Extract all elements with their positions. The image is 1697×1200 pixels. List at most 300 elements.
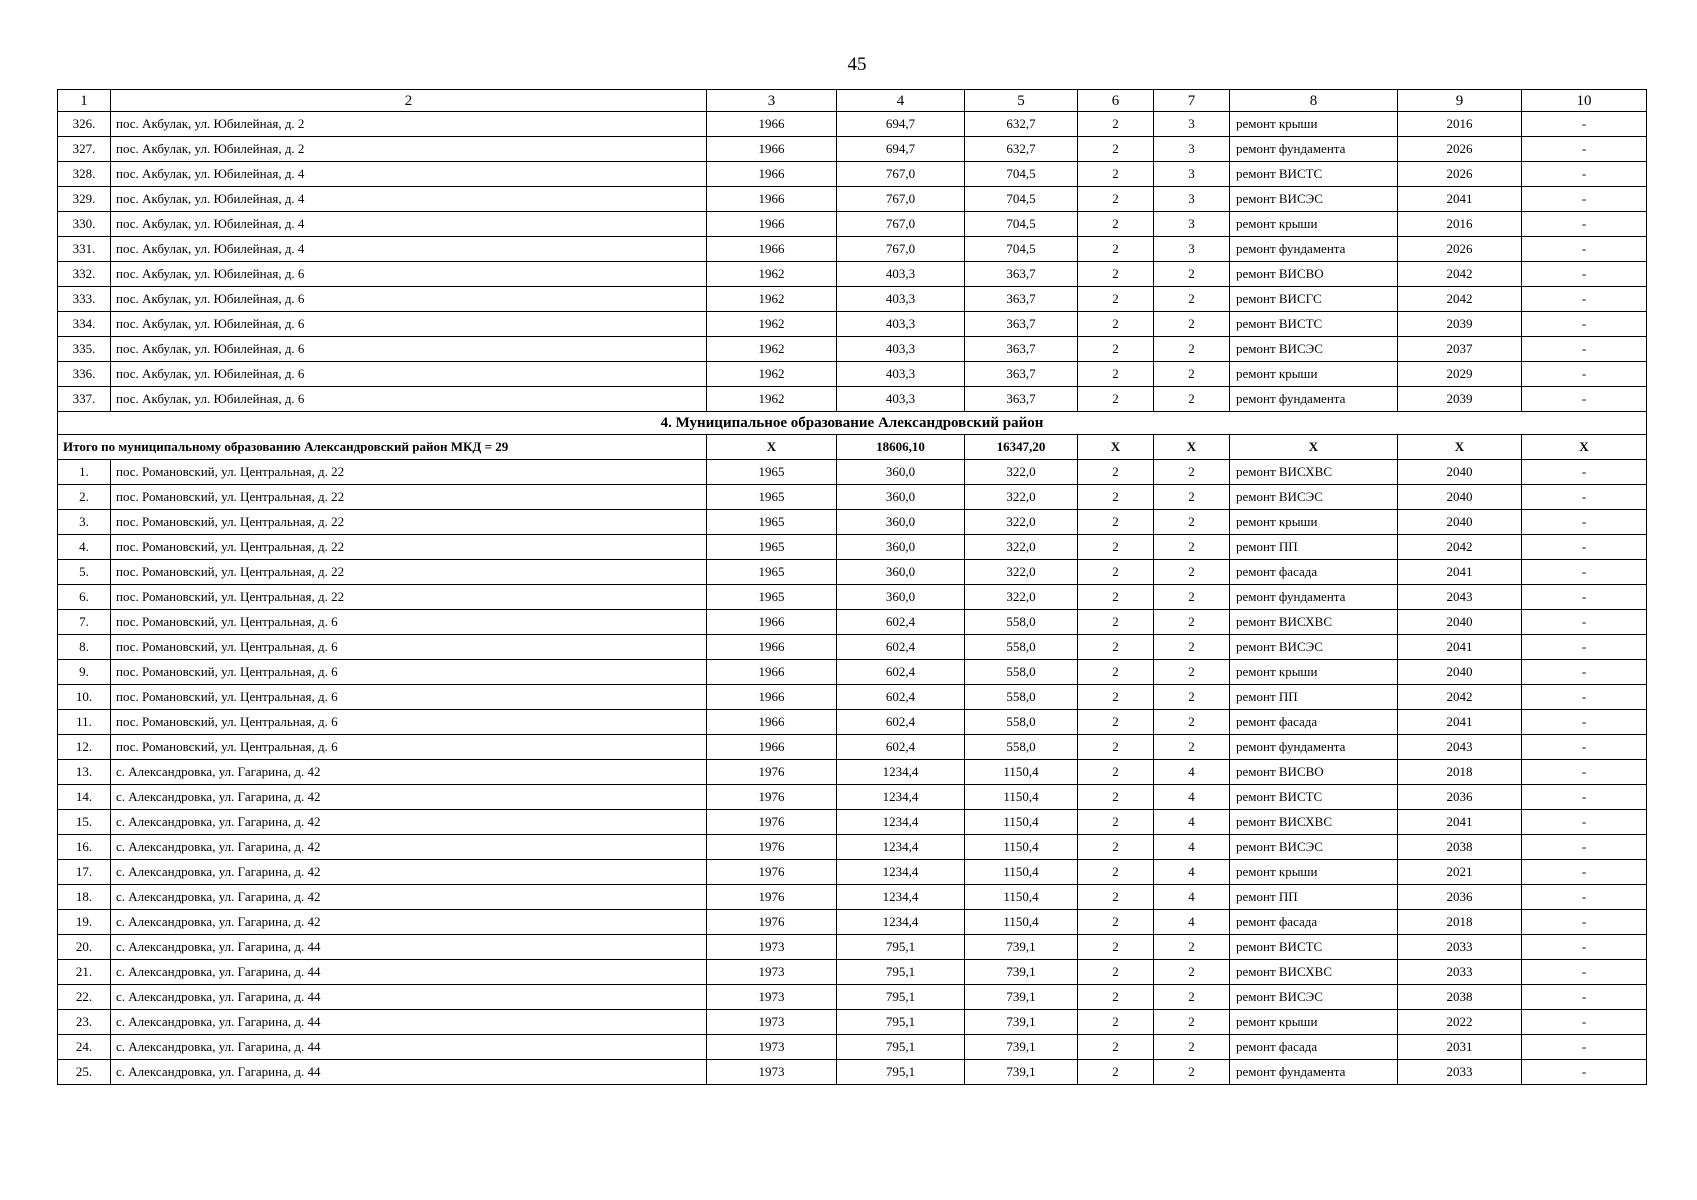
note-cell: - <box>1522 635 1647 660</box>
build-year-cell: 1976 <box>707 860 837 885</box>
total-area-cell: 1234,4 <box>837 835 965 860</box>
table-row <box>58 510 1647 535</box>
entrances-cell: 3 <box>1154 187 1230 212</box>
row-number-cell: 8. <box>58 635 111 660</box>
total-area-cell: 403,3 <box>837 387 965 412</box>
table-row <box>58 660 1647 685</box>
floors-cell: 2 <box>1078 112 1154 137</box>
plan-year-cell: 2038 <box>1398 835 1522 860</box>
living-area-cell: 363,7 <box>965 362 1078 387</box>
address-cell: пос. Романовский, ул. Центральная, д. 22 <box>111 535 707 560</box>
address-cell: с. Александровка, ул. Гагарина, д. 44 <box>111 935 707 960</box>
build-year-cell: 1962 <box>707 387 837 412</box>
build-year-cell: 1966 <box>707 212 837 237</box>
table-row <box>58 585 1647 610</box>
row-number-cell: 331. <box>58 237 111 262</box>
table-row <box>58 810 1647 835</box>
build-year-cell: 1965 <box>707 535 837 560</box>
table-row <box>58 262 1647 287</box>
table-row <box>58 910 1647 935</box>
entrances-cell: 2 <box>1154 735 1230 760</box>
total-area-cell: 602,4 <box>837 685 965 710</box>
column-header: 9 <box>1398 90 1522 112</box>
table-row <box>58 785 1647 810</box>
work-type-cell: ремонт фундамента <box>1230 585 1398 610</box>
address-cell: пос. Акбулак, ул. Юбилейная, д. 6 <box>111 262 707 287</box>
work-type-cell: ремонт крыши <box>1230 1010 1398 1035</box>
row-number-cell: 329. <box>58 187 111 212</box>
address-cell: с. Александровка, ул. Гагарина, д. 44 <box>111 960 707 985</box>
address-cell: пос. Акбулак, ул. Юбилейная, д. 6 <box>111 287 707 312</box>
living-area-cell: 704,5 <box>965 212 1078 237</box>
plan-year-cell: 2043 <box>1398 585 1522 610</box>
build-year-cell: 1976 <box>707 835 837 860</box>
note-cell: - <box>1522 610 1647 635</box>
address-cell: пос. Романовский, ул. Центральная, д. 6 <box>111 660 707 685</box>
living-area-cell: 322,0 <box>965 560 1078 585</box>
table-row <box>58 835 1647 860</box>
floors-cell: 2 <box>1078 935 1154 960</box>
address-cell: пос. Романовский, ул. Центральная, д. 22 <box>111 585 707 610</box>
plan-year-cell: 2026 <box>1398 137 1522 162</box>
table-row <box>58 710 1647 735</box>
living-area-cell: 1150,4 <box>965 860 1078 885</box>
row-number-cell: 333. <box>58 287 111 312</box>
plan-year-cell: 2033 <box>1398 935 1522 960</box>
floors-cell: 2 <box>1078 860 1154 885</box>
note-cell: - <box>1522 985 1647 1010</box>
table-row <box>58 760 1647 785</box>
entrances-cell: 2 <box>1154 960 1230 985</box>
work-type-cell: ремонт ПП <box>1230 885 1398 910</box>
entrances-cell: 2 <box>1154 560 1230 585</box>
row-number-cell: 21. <box>58 960 111 985</box>
living-area-cell: 704,5 <box>965 162 1078 187</box>
living-area-cell: 704,5 <box>965 237 1078 262</box>
living-area-cell: 1150,4 <box>965 885 1078 910</box>
row-number-cell: 11. <box>58 710 111 735</box>
plan-year-cell: 2026 <box>1398 162 1522 187</box>
floors-cell: 2 <box>1078 885 1154 910</box>
table-row <box>58 460 1647 485</box>
build-year-cell: 1962 <box>707 362 837 387</box>
living-area-cell: 632,7 <box>965 112 1078 137</box>
total-row <box>58 435 1647 460</box>
entrances-cell: 2 <box>1154 262 1230 287</box>
total-label: Итого по муниципальному образованию Александровский район МКД = 29 <box>58 435 707 460</box>
entrances-cell: 2 <box>1154 287 1230 312</box>
plan-year-cell: 2038 <box>1398 985 1522 1010</box>
work-type-cell: ремонт крыши <box>1230 112 1398 137</box>
floors-cell: 2 <box>1078 685 1154 710</box>
table-row <box>58 362 1647 387</box>
total-area-cell: 795,1 <box>837 935 965 960</box>
build-year-cell: 1965 <box>707 460 837 485</box>
row-number-cell: 4. <box>58 535 111 560</box>
table-row <box>58 187 1647 212</box>
total-area-cell: 694,7 <box>837 137 965 162</box>
row-number-cell: 24. <box>58 1035 111 1060</box>
row-number-cell: 337. <box>58 387 111 412</box>
address-cell: с. Александровка, ул. Гагарина, д. 42 <box>111 910 707 935</box>
entrances-cell: 2 <box>1154 660 1230 685</box>
total-cell: Х <box>1230 435 1398 460</box>
note-cell: - <box>1522 312 1647 337</box>
living-area-cell: 739,1 <box>965 935 1078 960</box>
floors-cell: 2 <box>1078 810 1154 835</box>
build-year-cell: 1966 <box>707 187 837 212</box>
table-row <box>58 337 1647 362</box>
plan-year-cell: 2041 <box>1398 710 1522 735</box>
note-cell: - <box>1522 1010 1647 1035</box>
work-type-cell: ремонт ВИСХВС <box>1230 960 1398 985</box>
plan-year-cell: 2040 <box>1398 485 1522 510</box>
entrances-cell: 2 <box>1154 1035 1230 1060</box>
total-area-cell: 602,4 <box>837 735 965 760</box>
row-number-cell: 327. <box>58 137 111 162</box>
floors-cell: 2 <box>1078 485 1154 510</box>
work-type-cell: ремонт ВИСХВС <box>1230 460 1398 485</box>
address-cell: с. Александровка, ул. Гагарина, д. 44 <box>111 985 707 1010</box>
plan-year-cell: 2041 <box>1398 635 1522 660</box>
row-number-cell: 18. <box>58 885 111 910</box>
table-row <box>58 635 1647 660</box>
living-area-cell: 363,7 <box>965 262 1078 287</box>
entrances-cell: 2 <box>1154 1060 1230 1085</box>
table-row <box>58 387 1647 412</box>
note-cell: - <box>1522 760 1647 785</box>
plan-year-cell: 2026 <box>1398 237 1522 262</box>
row-number-cell: 2. <box>58 485 111 510</box>
row-number-cell: 336. <box>58 362 111 387</box>
table-row <box>58 860 1647 885</box>
living-area-cell: 739,1 <box>965 1035 1078 1060</box>
floors-cell: 2 <box>1078 187 1154 212</box>
total-area-cell: 795,1 <box>837 985 965 1010</box>
total-area-cell: 360,0 <box>837 535 965 560</box>
table-row <box>58 162 1647 187</box>
work-type-cell: ремонт фасада <box>1230 710 1398 735</box>
living-area-cell: 558,0 <box>965 685 1078 710</box>
plan-year-cell: 2016 <box>1398 212 1522 237</box>
section-title-row <box>58 412 1647 435</box>
note-cell: - <box>1522 212 1647 237</box>
table-row <box>58 960 1647 985</box>
plan-year-cell: 2022 <box>1398 1010 1522 1035</box>
entrances-cell: 2 <box>1154 535 1230 560</box>
plan-year-cell: 2043 <box>1398 735 1522 760</box>
entrances-cell: 4 <box>1154 760 1230 785</box>
note-cell: - <box>1522 685 1647 710</box>
total-area-cell: 602,4 <box>837 610 965 635</box>
total-cell: Х <box>1398 435 1522 460</box>
table-row <box>58 560 1647 585</box>
living-area-cell: 739,1 <box>965 1010 1078 1035</box>
total-area-cell: 1234,4 <box>837 885 965 910</box>
row-number-cell: 1. <box>58 460 111 485</box>
entrances-cell: 3 <box>1154 137 1230 162</box>
total-cell: 16347,20 <box>965 435 1078 460</box>
column-header: 10 <box>1522 90 1647 112</box>
entrances-cell: 2 <box>1154 935 1230 960</box>
floors-cell: 2 <box>1078 460 1154 485</box>
living-area-cell: 363,7 <box>965 287 1078 312</box>
total-area-cell: 1234,4 <box>837 860 965 885</box>
total-area-cell: 1234,4 <box>837 760 965 785</box>
floors-cell: 2 <box>1078 237 1154 262</box>
address-cell: пос. Акбулак, ул. Юбилейная, д. 6 <box>111 337 707 362</box>
row-number-cell: 20. <box>58 935 111 960</box>
address-cell: с. Александровка, ул. Гагарина, д. 42 <box>111 785 707 810</box>
address-cell: пос. Романовский, ул. Центральная, д. 22 <box>111 485 707 510</box>
work-type-cell: ремонт ВИСТС <box>1230 162 1398 187</box>
work-type-cell: ремонт крыши <box>1230 510 1398 535</box>
build-year-cell: 1966 <box>707 735 837 760</box>
plan-year-cell: 2042 <box>1398 535 1522 560</box>
row-number-cell: 17. <box>58 860 111 885</box>
floors-cell: 2 <box>1078 510 1154 535</box>
floors-cell: 2 <box>1078 785 1154 810</box>
work-type-cell: ремонт фундамента <box>1230 237 1398 262</box>
living-area-cell: 1150,4 <box>965 810 1078 835</box>
floors-cell: 2 <box>1078 387 1154 412</box>
floors-cell: 2 <box>1078 835 1154 860</box>
work-type-cell: ремонт ПП <box>1230 535 1398 560</box>
entrances-cell: 4 <box>1154 910 1230 935</box>
table-row <box>58 287 1647 312</box>
rows-before-section <box>58 112 1647 412</box>
living-area-cell: 558,0 <box>965 735 1078 760</box>
plan-year-cell: 2042 <box>1398 262 1522 287</box>
page-number: 45 <box>847 54 867 75</box>
entrances-cell: 3 <box>1154 112 1230 137</box>
floors-cell: 2 <box>1078 362 1154 387</box>
row-number-cell: 13. <box>58 760 111 785</box>
address-cell: с. Александровка, ул. Гагарина, д. 42 <box>111 810 707 835</box>
column-header: 2 <box>111 90 707 112</box>
build-year-cell: 1973 <box>707 935 837 960</box>
total-area-cell: 403,3 <box>837 362 965 387</box>
build-year-cell: 1962 <box>707 337 837 362</box>
living-area-cell: 363,7 <box>965 337 1078 362</box>
total-area-cell: 767,0 <box>837 187 965 212</box>
address-cell: пос. Акбулак, ул. Юбилейная, д. 4 <box>111 212 707 237</box>
floors-cell: 2 <box>1078 585 1154 610</box>
entrances-cell: 3 <box>1154 162 1230 187</box>
work-type-cell: ремонт ВИСЭС <box>1230 485 1398 510</box>
entrances-cell: 3 <box>1154 237 1230 262</box>
address-cell: пос. Романовский, ул. Центральная, д. 6 <box>111 735 707 760</box>
section-block <box>58 412 1647 460</box>
plan-year-cell: 2040 <box>1398 660 1522 685</box>
note-cell: - <box>1522 860 1647 885</box>
address-cell: пос. Романовский, ул. Центральная, д. 6 <box>111 635 707 660</box>
total-area-cell: 694,7 <box>837 112 965 137</box>
build-year-cell: 1965 <box>707 585 837 610</box>
column-header: 7 <box>1154 90 1230 112</box>
living-area-cell: 1150,4 <box>965 835 1078 860</box>
work-type-cell: ремонт фасада <box>1230 910 1398 935</box>
work-type-cell: ремонт крыши <box>1230 660 1398 685</box>
address-cell: с. Александровка, ул. Гагарина, д. 42 <box>111 835 707 860</box>
work-type-cell: ремонт ВИСЭС <box>1230 985 1398 1010</box>
plan-year-cell: 2040 <box>1398 460 1522 485</box>
entrances-cell: 2 <box>1154 610 1230 635</box>
build-year-cell: 1976 <box>707 785 837 810</box>
floors-cell: 2 <box>1078 287 1154 312</box>
note-cell: - <box>1522 935 1647 960</box>
column-header: 1 <box>58 90 111 112</box>
build-year-cell: 1976 <box>707 910 837 935</box>
build-year-cell: 1965 <box>707 485 837 510</box>
floors-cell: 2 <box>1078 760 1154 785</box>
floors-cell: 2 <box>1078 735 1154 760</box>
floors-cell: 2 <box>1078 1035 1154 1060</box>
living-area-cell: 558,0 <box>965 635 1078 660</box>
entrances-cell: 2 <box>1154 387 1230 412</box>
address-cell: пос. Акбулак, ул. Юбилейная, д. 6 <box>111 312 707 337</box>
floors-cell: 2 <box>1078 162 1154 187</box>
build-year-cell: 1973 <box>707 985 837 1010</box>
build-year-cell: 1966 <box>707 710 837 735</box>
note-cell: - <box>1522 112 1647 137</box>
address-cell: пос. Романовский, ул. Центральная, д. 6 <box>111 610 707 635</box>
entrances-cell: 2 <box>1154 337 1230 362</box>
work-type-cell: ремонт ВИСЭС <box>1230 337 1398 362</box>
floors-cell: 2 <box>1078 710 1154 735</box>
address-cell: пос. Романовский, ул. Центральная, д. 6 <box>111 685 707 710</box>
living-area-cell: 1150,4 <box>965 760 1078 785</box>
note-cell: - <box>1522 1035 1647 1060</box>
build-year-cell: 1966 <box>707 635 837 660</box>
floors-cell: 2 <box>1078 1060 1154 1085</box>
note-cell: - <box>1522 137 1647 162</box>
note-cell: - <box>1522 735 1647 760</box>
note-cell: - <box>1522 485 1647 510</box>
entrances-cell: 4 <box>1154 835 1230 860</box>
entrances-cell: 2 <box>1154 635 1230 660</box>
plan-year-cell: 2018 <box>1398 760 1522 785</box>
entrances-cell: 2 <box>1154 312 1230 337</box>
plan-year-cell: 2021 <box>1398 860 1522 885</box>
note-cell: - <box>1522 387 1647 412</box>
note-cell: - <box>1522 162 1647 187</box>
total-area-cell: 795,1 <box>837 1010 965 1035</box>
column-header: 8 <box>1230 90 1398 112</box>
table-row <box>58 685 1647 710</box>
address-cell: пос. Акбулак, ул. Юбилейная, д. 2 <box>111 137 707 162</box>
plan-year-cell: 2040 <box>1398 610 1522 635</box>
floors-cell: 2 <box>1078 262 1154 287</box>
entrances-cell: 3 <box>1154 212 1230 237</box>
table-row <box>58 237 1647 262</box>
address-cell: пос. Романовский, ул. Центральная, д. 6 <box>111 710 707 735</box>
total-area-cell: 795,1 <box>837 1035 965 1060</box>
floors-cell: 2 <box>1078 212 1154 237</box>
row-number-cell: 7. <box>58 610 111 635</box>
note-cell: - <box>1522 237 1647 262</box>
work-type-cell: ремонт фундамента <box>1230 735 1398 760</box>
work-type-cell: ремонт крыши <box>1230 212 1398 237</box>
work-type-cell: ремонт ВИСХВС <box>1230 610 1398 635</box>
plan-year-cell: 2042 <box>1398 287 1522 312</box>
plan-year-cell: 2037 <box>1398 337 1522 362</box>
build-year-cell: 1973 <box>707 1060 837 1085</box>
plan-year-cell: 2042 <box>1398 685 1522 710</box>
note-cell: - <box>1522 810 1647 835</box>
total-area-cell: 360,0 <box>837 485 965 510</box>
floors-cell: 2 <box>1078 635 1154 660</box>
living-area-cell: 322,0 <box>965 485 1078 510</box>
build-year-cell: 1973 <box>707 1010 837 1035</box>
build-year-cell: 1966 <box>707 237 837 262</box>
address-cell: пос. Акбулак, ул. Юбилейная, д. 2 <box>111 112 707 137</box>
total-area-cell: 602,4 <box>837 635 965 660</box>
row-number-cell: 22. <box>58 985 111 1010</box>
table-row <box>58 485 1647 510</box>
living-area-cell: 704,5 <box>965 187 1078 212</box>
total-area-cell: 767,0 <box>837 237 965 262</box>
floors-cell: 2 <box>1078 560 1154 585</box>
note-cell: - <box>1522 660 1647 685</box>
living-area-cell: 363,7 <box>965 312 1078 337</box>
row-number-cell: 326. <box>58 112 111 137</box>
table-row <box>58 312 1647 337</box>
plan-year-cell: 2016 <box>1398 112 1522 137</box>
build-year-cell: 1965 <box>707 510 837 535</box>
column-header: 4 <box>837 90 965 112</box>
entrances-cell: 2 <box>1154 685 1230 710</box>
plan-year-cell: 2041 <box>1398 187 1522 212</box>
plan-year-cell: 2041 <box>1398 810 1522 835</box>
note-cell: - <box>1522 960 1647 985</box>
total-area-cell: 403,3 <box>837 337 965 362</box>
floors-cell: 2 <box>1078 910 1154 935</box>
column-header: 3 <box>707 90 837 112</box>
build-year-cell: 1965 <box>707 560 837 585</box>
total-area-cell: 403,3 <box>837 287 965 312</box>
address-cell: пос. Романовский, ул. Центральная, д. 22 <box>111 510 707 535</box>
table-row <box>58 212 1647 237</box>
entrances-cell: 2 <box>1154 710 1230 735</box>
work-type-cell: ремонт ВИСЭС <box>1230 835 1398 860</box>
address-cell: с. Александровка, ул. Гагарина, д. 42 <box>111 860 707 885</box>
note-cell: - <box>1522 287 1647 312</box>
row-number-cell: 328. <box>58 162 111 187</box>
living-area-cell: 558,0 <box>965 710 1078 735</box>
total-area-cell: 403,3 <box>837 262 965 287</box>
work-type-cell: ремонт фасада <box>1230 1035 1398 1060</box>
entrances-cell: 2 <box>1154 510 1230 535</box>
total-area-cell: 767,0 <box>837 162 965 187</box>
header-row <box>58 90 1647 112</box>
entrances-cell: 4 <box>1154 885 1230 910</box>
floors-cell: 2 <box>1078 1010 1154 1035</box>
row-number-cell: 334. <box>58 312 111 337</box>
note-cell: - <box>1522 337 1647 362</box>
living-area-cell: 558,0 <box>965 660 1078 685</box>
work-type-cell: ремонт фундамента <box>1230 387 1398 412</box>
total-area-cell: 1234,4 <box>837 785 965 810</box>
plan-year-cell: 2041 <box>1398 560 1522 585</box>
row-number-cell: 6. <box>58 585 111 610</box>
address-cell: пос. Романовский, ул. Центральная, д. 22 <box>111 560 707 585</box>
table-row <box>58 935 1647 960</box>
build-year-cell: 1973 <box>707 960 837 985</box>
table-row <box>58 137 1647 162</box>
table-row <box>58 735 1647 760</box>
build-year-cell: 1962 <box>707 312 837 337</box>
